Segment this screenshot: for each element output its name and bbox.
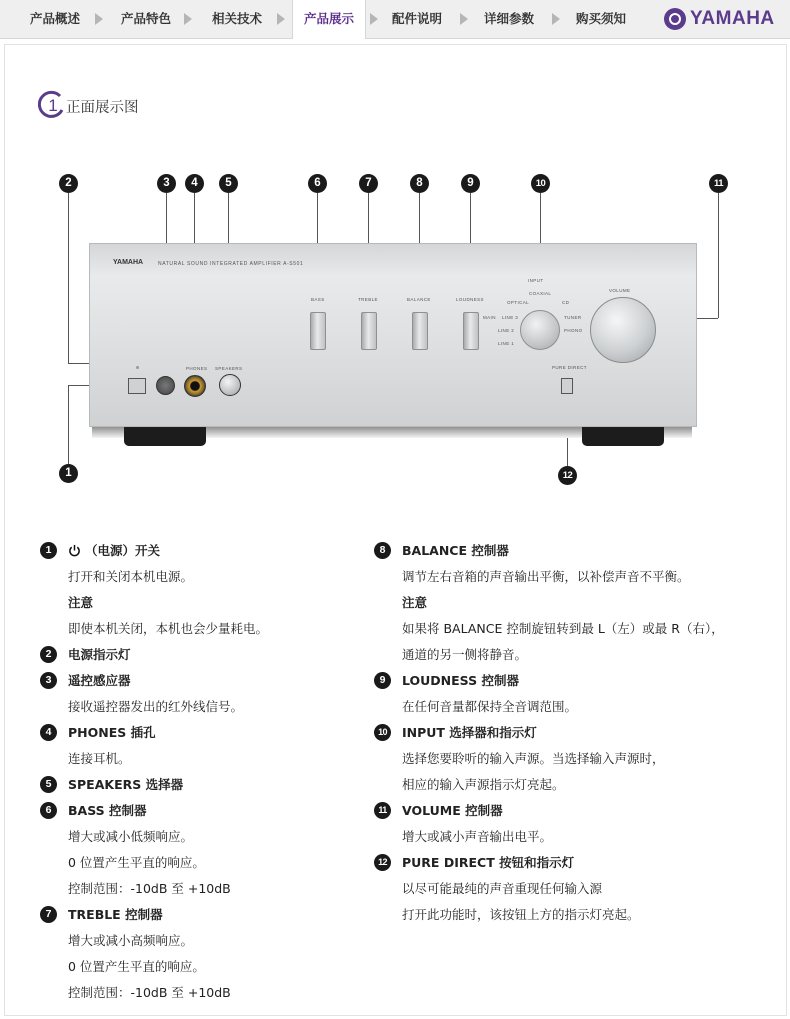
callout-10: 10 — [531, 174, 550, 193]
item-title — [402, 720, 537, 746]
treble-control[interactable] — [361, 312, 377, 350]
item-7-heading — [40, 902, 268, 928]
item-number-badge: 6 — [40, 802, 57, 819]
nav-arrow-icon — [277, 13, 285, 25]
callout-7: 7 — [359, 174, 378, 193]
item-description: 增大或减小声音输出电平。 — [402, 829, 553, 844]
item-title-text: PHONES 插孔 — [68, 725, 156, 740]
item-description: 0 位置产生平直的响应。 — [68, 959, 205, 974]
bass-label: BASS — [311, 297, 325, 302]
pure-direct-label: PURE DIRECT — [552, 365, 587, 370]
item-title-text: 电源指示灯 — [68, 647, 131, 662]
section-number-icon — [38, 90, 66, 118]
treble-label: TREBLE — [358, 297, 378, 302]
callout-8: 8 — [410, 174, 429, 193]
top-nav — [0, 0, 790, 39]
volume-knob[interactable] — [590, 297, 656, 363]
item-title — [402, 850, 574, 876]
item-description: 打开此功能时，该按钮上方的指示灯亮起。 — [402, 907, 640, 922]
callout-2: 2 — [59, 174, 78, 193]
item-2-heading — [40, 642, 268, 668]
description-list-right — [374, 538, 724, 928]
nav-item-features[interactable]: 产品特色 — [121, 11, 172, 26]
callout-12: 12 — [558, 466, 577, 485]
item-description: 选择您要聆听的输入声源。当选择输入声源时， — [402, 751, 665, 766]
callout-1: 1 — [59, 464, 78, 483]
nav-item-showcase[interactable]: 产品展示 — [292, 0, 366, 39]
input-cd: CD — [562, 300, 570, 305]
loudness-control[interactable] — [463, 312, 479, 350]
callout-3: 3 — [157, 174, 176, 193]
item-description: 调节左右音箱的声音输出平衡，以补偿声音不平衡。 — [402, 569, 690, 584]
svg-text:1: 1 — [48, 96, 58, 115]
callout-5: 5 — [219, 174, 238, 193]
phones-label: PHONES — [186, 366, 208, 371]
item-title — [68, 538, 160, 564]
item-3-heading — [40, 668, 268, 694]
note-label: 注意 — [68, 595, 94, 610]
item-description: 增大或减小低频响应。 — [68, 829, 194, 844]
item-title-text: INPUT 选择器和指示灯 — [402, 725, 537, 740]
item-title-text: BALANCE 控制器 — [402, 543, 509, 558]
item-description: 增大或减小高频响应。 — [68, 933, 194, 948]
item-description: 通道的另一侧将静音。 — [402, 647, 528, 662]
item-11-heading — [374, 798, 724, 824]
tuning-fork-logo-icon — [664, 8, 686, 30]
item-description: 控制范围：-10dB 至 +10dB — [68, 985, 231, 1000]
input-tuner: TUNER — [564, 315, 582, 320]
balance-control[interactable] — [412, 312, 428, 350]
item-description: 在任何音量都保持全音调范围。 — [402, 699, 578, 714]
description-list-left — [40, 538, 268, 1006]
nav-arrow-icon — [95, 13, 103, 25]
item-number-badge: 2 — [40, 646, 57, 663]
item-title — [68, 798, 147, 824]
item-number-badge: 4 — [40, 724, 57, 741]
item-4-heading — [40, 720, 268, 746]
item-8-heading — [374, 538, 724, 564]
item-12-heading — [374, 850, 724, 876]
item-number-badge: 5 — [40, 776, 57, 793]
input-line2: LINE 2 — [498, 328, 515, 333]
item-number-badge: 9 — [374, 672, 391, 689]
bass-control[interactable] — [310, 312, 326, 350]
yamaha-logo[interactable]: YAMAHA — [664, 5, 775, 33]
balance-label: BALANCE — [407, 297, 431, 302]
nav-arrow-icon — [184, 13, 192, 25]
input-optical: OPTICAL — [507, 300, 530, 305]
item-title-text: SPEAKERS 选择器 — [68, 777, 184, 792]
input-selector-knob[interactable] — [520, 310, 560, 350]
item-title-text: PURE DIRECT 按钮和指示灯 — [402, 855, 575, 870]
item-6-heading — [40, 798, 268, 824]
phones-jack[interactable] — [184, 375, 206, 397]
item-9-heading — [374, 668, 724, 694]
panel-brand: YAMAHA — [113, 259, 144, 266]
nav-item-overview[interactable]: 产品概述 — [30, 11, 81, 26]
input-coaxial: COAXIAL — [529, 291, 552, 296]
item-number-badge: 7 — [40, 906, 57, 923]
item-description: 0 位置产生平直的响应。 — [68, 855, 205, 870]
input-main: MAIN — [483, 315, 496, 320]
nav-item-accessories[interactable]: 配件说明 — [392, 11, 443, 26]
item-5-heading — [40, 772, 268, 798]
item-description: 即使本机关闭，本机也会少量耗电。 — [68, 621, 269, 636]
nav-arrow-icon — [460, 13, 468, 25]
item-description: 接收遥控器发出的红外线信号。 — [68, 699, 244, 714]
callout-6: 6 — [308, 174, 327, 193]
power-indicator — [136, 366, 139, 369]
callout-9: 9 — [461, 174, 480, 193]
item-title — [402, 668, 519, 694]
note-label: 注意 — [402, 595, 428, 610]
item-title — [68, 772, 183, 798]
input-line3: LINE 3 — [502, 315, 519, 320]
callout-4: 4 — [185, 174, 204, 193]
item-title-text: VOLUME 控制器 — [402, 803, 503, 818]
item-number-badge: 1 — [40, 542, 57, 559]
item-10-heading — [374, 720, 724, 746]
item-number-badge: 10 — [374, 724, 391, 741]
input-label: INPUT — [528, 278, 544, 283]
item-title — [68, 720, 156, 746]
item-description: 相应的输入声源指示灯亮起。 — [402, 777, 565, 792]
item-description: 以尽可能最纯的声音重现任何输入源 — [402, 881, 603, 896]
input-line1: LINE 1 — [498, 341, 515, 346]
item-title — [68, 668, 131, 694]
nav-arrow-icon — [552, 13, 560, 25]
nav-arrow-icon — [370, 13, 378, 25]
item-title — [68, 902, 163, 928]
item-title-text: 遥控感应器 — [68, 673, 131, 688]
item-title — [402, 798, 503, 824]
nav-item-purchase[interactable]: 购买须知 — [576, 11, 627, 26]
remote-sensor — [156, 376, 175, 395]
input-phono: PHONO — [564, 328, 583, 333]
item-description: 控制范围：-10dB 至 +10dB — [68, 881, 231, 896]
power-button[interactable] — [128, 378, 146, 394]
item-1-heading — [40, 538, 268, 564]
speakers-selector[interactable] — [219, 374, 241, 396]
item-description: 如果将 BALANCE 控制旋钮转到最 L（左）或最 R（右）， — [402, 621, 724, 636]
item-title-text: LOUDNESS 控制器 — [402, 673, 519, 688]
loudness-label: LOUDNESS — [456, 297, 484, 302]
nav-item-technology[interactable]: 相关技术 — [212, 11, 263, 26]
volume-label: VOLUME — [609, 288, 631, 293]
item-description: 打开和关闭本机电源。 — [68, 569, 194, 584]
item-number-badge: 3 — [40, 672, 57, 689]
item-title — [68, 642, 131, 668]
item-title-text: TREBLE 控制器 — [68, 907, 163, 922]
front-panel-diagram — [0, 160, 790, 500]
item-title-text: BASS 控制器 — [68, 803, 147, 818]
pure-direct-button[interactable] — [561, 378, 573, 394]
nav-item-specs[interactable]: 详细参数 — [484, 11, 535, 26]
item-title — [402, 538, 509, 564]
speakers-label: SPEAKERS — [215, 366, 243, 371]
section-title: 正面展示图 — [66, 100, 139, 116]
item-description: 连接耳机。 — [68, 751, 131, 766]
item-number-badge: 12 — [374, 854, 391, 871]
item-title-text: （电源）开关 — [85, 543, 161, 558]
item-number-badge: 8 — [374, 542, 391, 559]
amp-foot-right — [582, 426, 664, 446]
callout-11: 11 — [709, 174, 728, 193]
amp-foot-left — [124, 426, 206, 446]
panel-model-line: NATURAL SOUND INTEGRATED AMPLIFIER A-S501 — [158, 261, 304, 267]
item-number-badge: 11 — [374, 802, 391, 819]
power-icon — [68, 544, 81, 557]
